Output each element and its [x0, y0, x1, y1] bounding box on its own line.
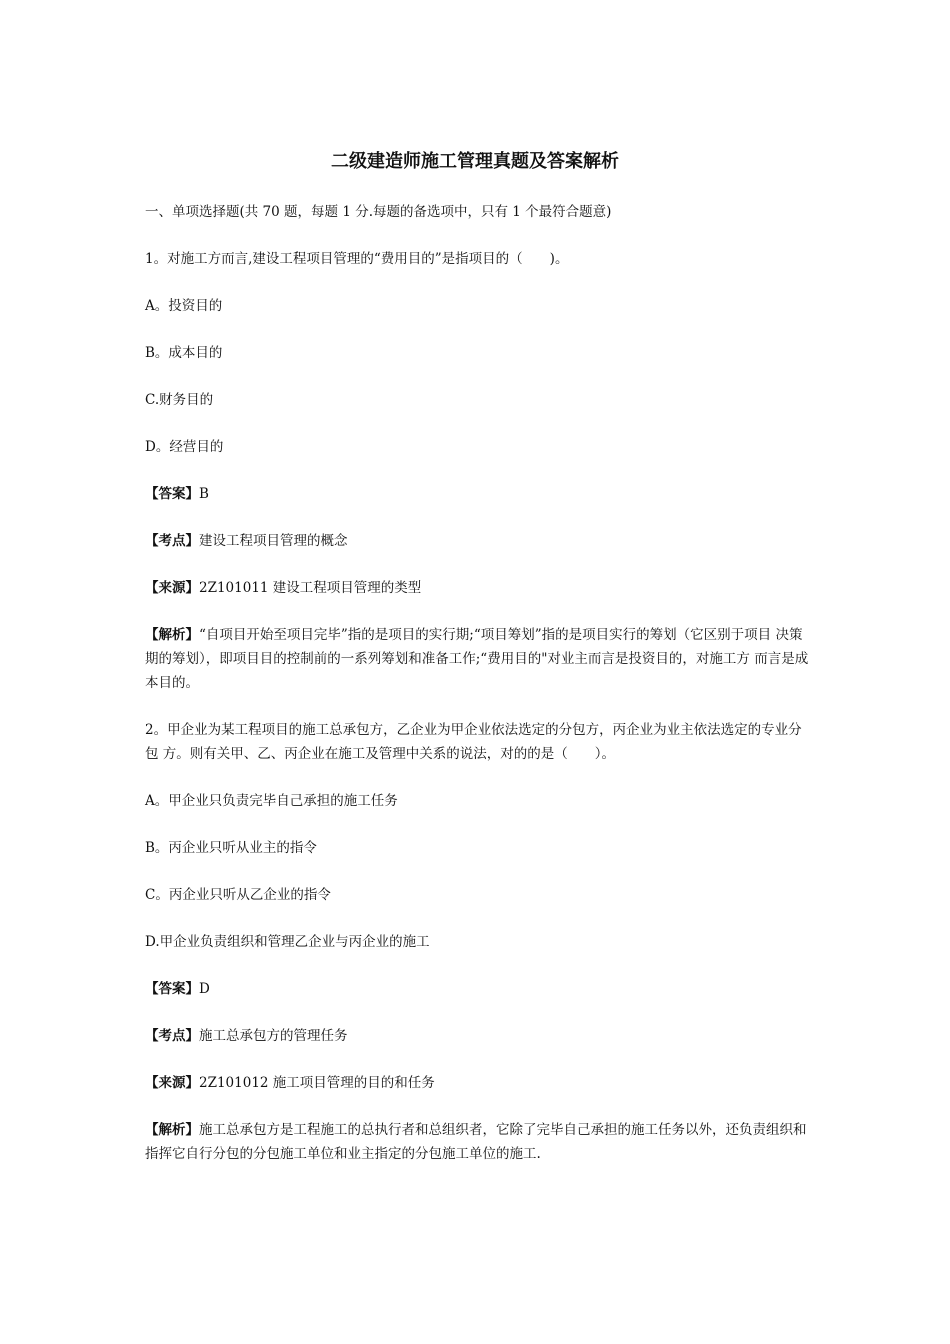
source-value: 2Z101011 建设工程项目管理的类型	[199, 580, 422, 596]
answer-label: 【答案】	[145, 486, 199, 502]
answer-value: D	[199, 981, 210, 997]
point-value: 建设工程项目管理的概念	[199, 533, 348, 549]
question-2-option-b: B。丙企业只听从业主的指令	[145, 840, 317, 856]
question-1-option-c: C.财务目的	[145, 392, 214, 408]
section-header: 一、单项选择题(共 70 题，每题 1 分.每题的备选项中，只有 1 个最符合题意)	[145, 204, 612, 220]
question-1-option-a: A。投资目的	[145, 298, 223, 314]
question-2-analysis	[145, 1118, 810, 1166]
question-1-source	[145, 576, 810, 600]
source-value: 2Z101012 施工项目管理的目的和任务	[199, 1075, 435, 1091]
question-1-stem: 1。对施工方而言,建设工程项目管理的“费用目的”是指项目的（ )。	[145, 251, 569, 267]
answer-value: B	[199, 486, 209, 502]
question-1-option-d: D。经营目的	[145, 439, 224, 455]
source-label: 【来源】	[145, 580, 199, 596]
question-1-answer	[145, 482, 810, 506]
point-value: 施工总承包方的管理任务	[199, 1028, 348, 1044]
analysis-value: 施工总承包方是工程施工的总执行者和总组织者，它除了完毕自己承担的施工任务以外，还负责组织和 指挥它自行分包的分包施工单位和业主指定的分包施工单位的施工.	[145, 1122, 807, 1162]
analysis-value: “自项目开始至项目完毕”指的是项目的实行期;“项目筹划”指的是项目实行的筹划（它区别于项目 决策期的筹划），即项目目的控制前的一系列筹划和准备工作;“费用目的"对业主而言是投资目的，对施工方 而言是成本目的。	[145, 627, 809, 691]
analysis-label: 【解析】	[145, 627, 199, 643]
question-2-answer	[145, 977, 810, 1001]
source-label: 【来源】	[145, 1075, 199, 1091]
question-2-stem: 2。甲企业为某工程项目的施工总承包方，乙企业为甲企业依法选定的分包方，丙企业为业主依法选定的专业分包 方。则有关甲、乙、丙企业在施工及管理中关系的说法，对的的是（ ）。	[145, 722, 802, 762]
question-2-option-a: A。甲企业只负责完毕自己承担的施工任务	[145, 793, 398, 809]
analysis-label: 【解析】	[145, 1122, 199, 1138]
document-title: 二级建造师施工管理真题及答案解析	[331, 151, 619, 172]
question-2-point	[145, 1024, 810, 1048]
question-1-option-b: B。成本目的	[145, 345, 223, 361]
question-2-option-d: D.甲企业负责组织和管理乙企业与丙企业的施工	[145, 934, 430, 950]
answer-label: 【答案】	[145, 981, 199, 997]
question-1-analysis	[145, 623, 810, 695]
question-1-point	[145, 529, 810, 553]
point-label: 【考点】	[145, 1028, 199, 1044]
point-label: 【考点】	[145, 533, 199, 549]
question-2-option-c: C。丙企业只听从乙企业的指令	[145, 887, 331, 903]
question-2-source	[145, 1071, 810, 1095]
document-body	[145, 200, 810, 1189]
